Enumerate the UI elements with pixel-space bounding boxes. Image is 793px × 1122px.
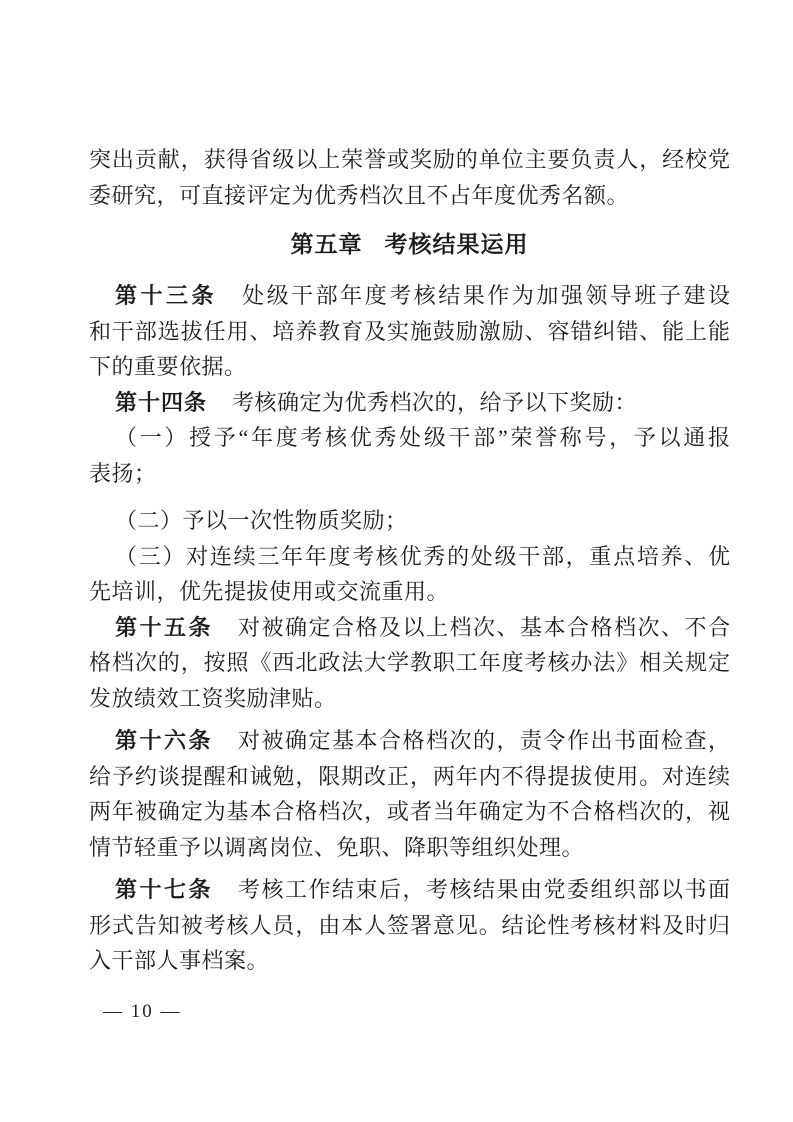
article-13-text: 处级干部年度考核结果作为加强领导班子建设 <box>242 283 730 308</box>
article-15-text: 对被确定合格及以上档次、基本合格档次、不合 <box>238 614 730 640</box>
paragraph-end-line: 下的重要依据。 <box>89 354 247 379</box>
page-number: — 10 — <box>103 1001 182 1022</box>
article-16-number: 第十六条 <box>115 728 213 753</box>
paragraph-end-line: 先培训，优先提拔使用或交流重用。 <box>89 579 450 604</box>
article-17-first-line <box>89 872 730 908</box>
article-14-text: 考核确定为优秀档次的，给予以下奖励： <box>232 389 638 415</box>
list-item-2-line: （二）予以一次性物质奖励； <box>115 508 408 533</box>
chapter-number: 第五章 <box>290 231 363 257</box>
article-17-text: 考核工作结束后，考核结果由党委组织部以书面 <box>238 877 730 902</box>
paragraph-end-line: 发放绩效工资奖励津贴。 <box>89 685 337 711</box>
body-line: 两年被确定为基本合格档次，或者当年确定为不合格档次的，视 <box>89 799 730 824</box>
body-line: 和干部选拔任用、培养教育及实施鼓励激励、容错纠错、能上能 <box>89 318 730 344</box>
document-body <box>89 142 730 979</box>
article-16-first-line <box>89 723 730 759</box>
article-13-first-line <box>89 278 730 314</box>
article-15-number: 第十五条 <box>115 614 213 640</box>
paragraph-end-line: 情节轻重予以调离岗位、免职、降职等组织处理。 <box>89 834 585 860</box>
article-13-number: 第十三条 <box>115 283 218 308</box>
body-line: 给予约谈提醒和诫勉，限期改正，两年内不得提拔使用。对连续 <box>89 763 730 789</box>
article-14-first-line <box>89 385 730 421</box>
article-14-number: 第十四条 <box>115 389 208 415</box>
article-15-first-line <box>89 610 730 646</box>
paragraph-end-line: 入干部人事档案。 <box>89 948 270 973</box>
page-footer <box>103 1000 182 1024</box>
chapter-title: 考核结果运用 <box>384 231 529 257</box>
body-line: 格档次的，按照《西北政法大学教职工年度考核办法》相关规定 <box>89 650 730 675</box>
body-line: 形式告知被考核人员，由本人签署意见。结论性考核材料及时归 <box>89 912 730 938</box>
article-16-text: 对被确定基本合格档次的，责令作出书面检查， <box>238 728 730 753</box>
chapter-heading <box>89 226 730 262</box>
paragraph-end-line: 委研究，可直接评定为优秀档次且不占年度优秀名额。 <box>89 182 630 208</box>
article-17-number: 第十七条 <box>115 877 213 902</box>
body-line: 突出贡献，获得省级以上荣誉或奖励的单位主要负责人，经校党 <box>89 147 730 172</box>
list-item-3-line: （三）对连续三年年度考核优秀的处级干部，重点培养、优 <box>115 543 730 569</box>
list-item-1-line: （一）授予“年度考核优秀处级干部”荣誉称号，予以通报 <box>115 425 730 450</box>
paragraph-end-line: 表扬； <box>89 460 157 486</box>
